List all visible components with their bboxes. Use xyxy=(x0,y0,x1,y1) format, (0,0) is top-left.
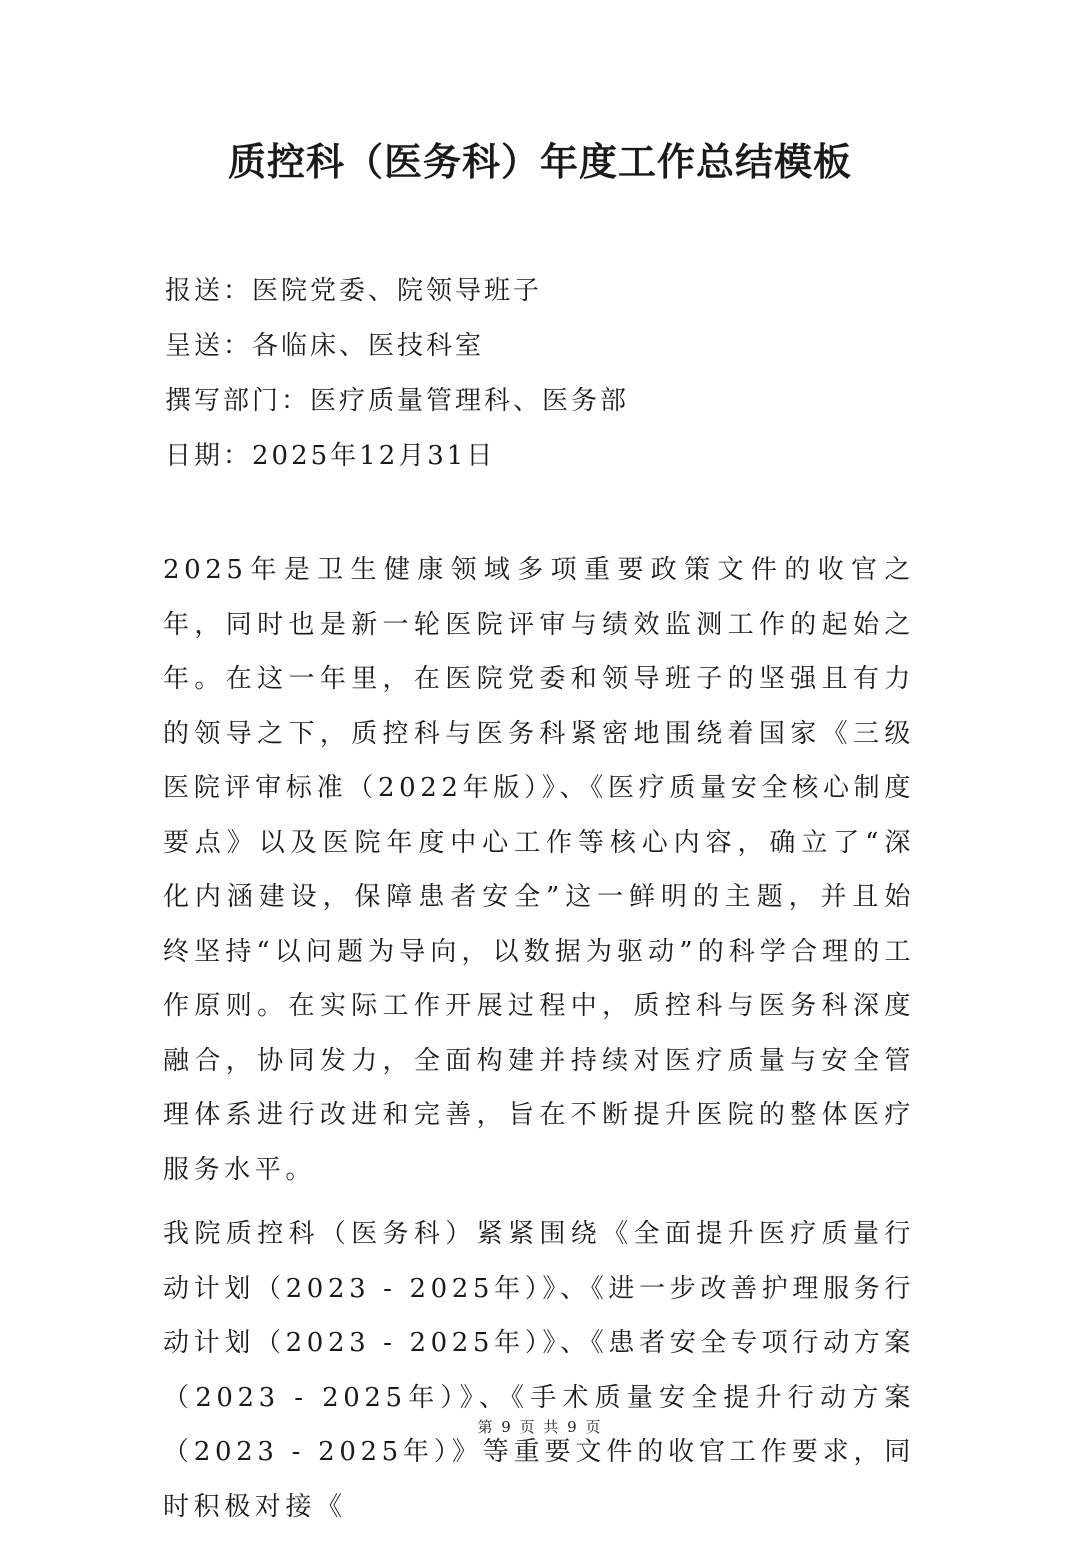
document-title: 质控科（医务科）年度工作总结模板 xyxy=(227,139,852,184)
document-body xyxy=(163,543,915,1544)
paragraph-second: 我院质控科（医务科）紧紧围绕《全面提升医疗质量行动计划（2023 - 2025年）》、《进一步改善护理服务行动计划（2023 - 2025年）》、《患者安全专项行动方案（2023 - 2025年）》、《手术质量安全提升行动方案（2023 - 2025年）》等重要文件的收官工作要求，同时积极对接《 xyxy=(163,1219,915,1522)
meta-author-department: 撰写部门：医疗质量管理科、医务部 xyxy=(165,386,630,416)
meta-recipient: 报送：医院党委、院领导班子 xyxy=(165,276,543,306)
meta-date: 日期：2025年12月31日 xyxy=(165,441,496,471)
page-number-footer: 第 9 页 共 9 页 xyxy=(477,1418,603,1436)
meta-copy-to: 呈送：各临床、医技科室 xyxy=(165,331,485,361)
paragraph-intro: 2025年是卫生健康领域多项重要政策文件的收官之年，同时也是新一轮医院评审与绩效监测工作的起始之年。在这一年里，在医院党委和领导班子的坚强且有力的领导之下，质控科与医务科紧密地围绕着国家《三级医院评审标准（2022年版）》、《医疗质量安全核心制度要点》以及医院年度中心工作等核心内容，确立了“深化内涵建设，保障患者安全”这一鲜明的主题，并且始终坚持“以问题为导向，以数据为驱动”的科学合理的工作原则。在实际工作开展过程中，质控科与医务科深度融合，协同发力，全面构建并持续对医疗质量与安全管理体系进行改进和完善，旨在不断提升医院的整体医疗服务水平。 xyxy=(163,555,915,1185)
document-meta xyxy=(165,264,925,484)
